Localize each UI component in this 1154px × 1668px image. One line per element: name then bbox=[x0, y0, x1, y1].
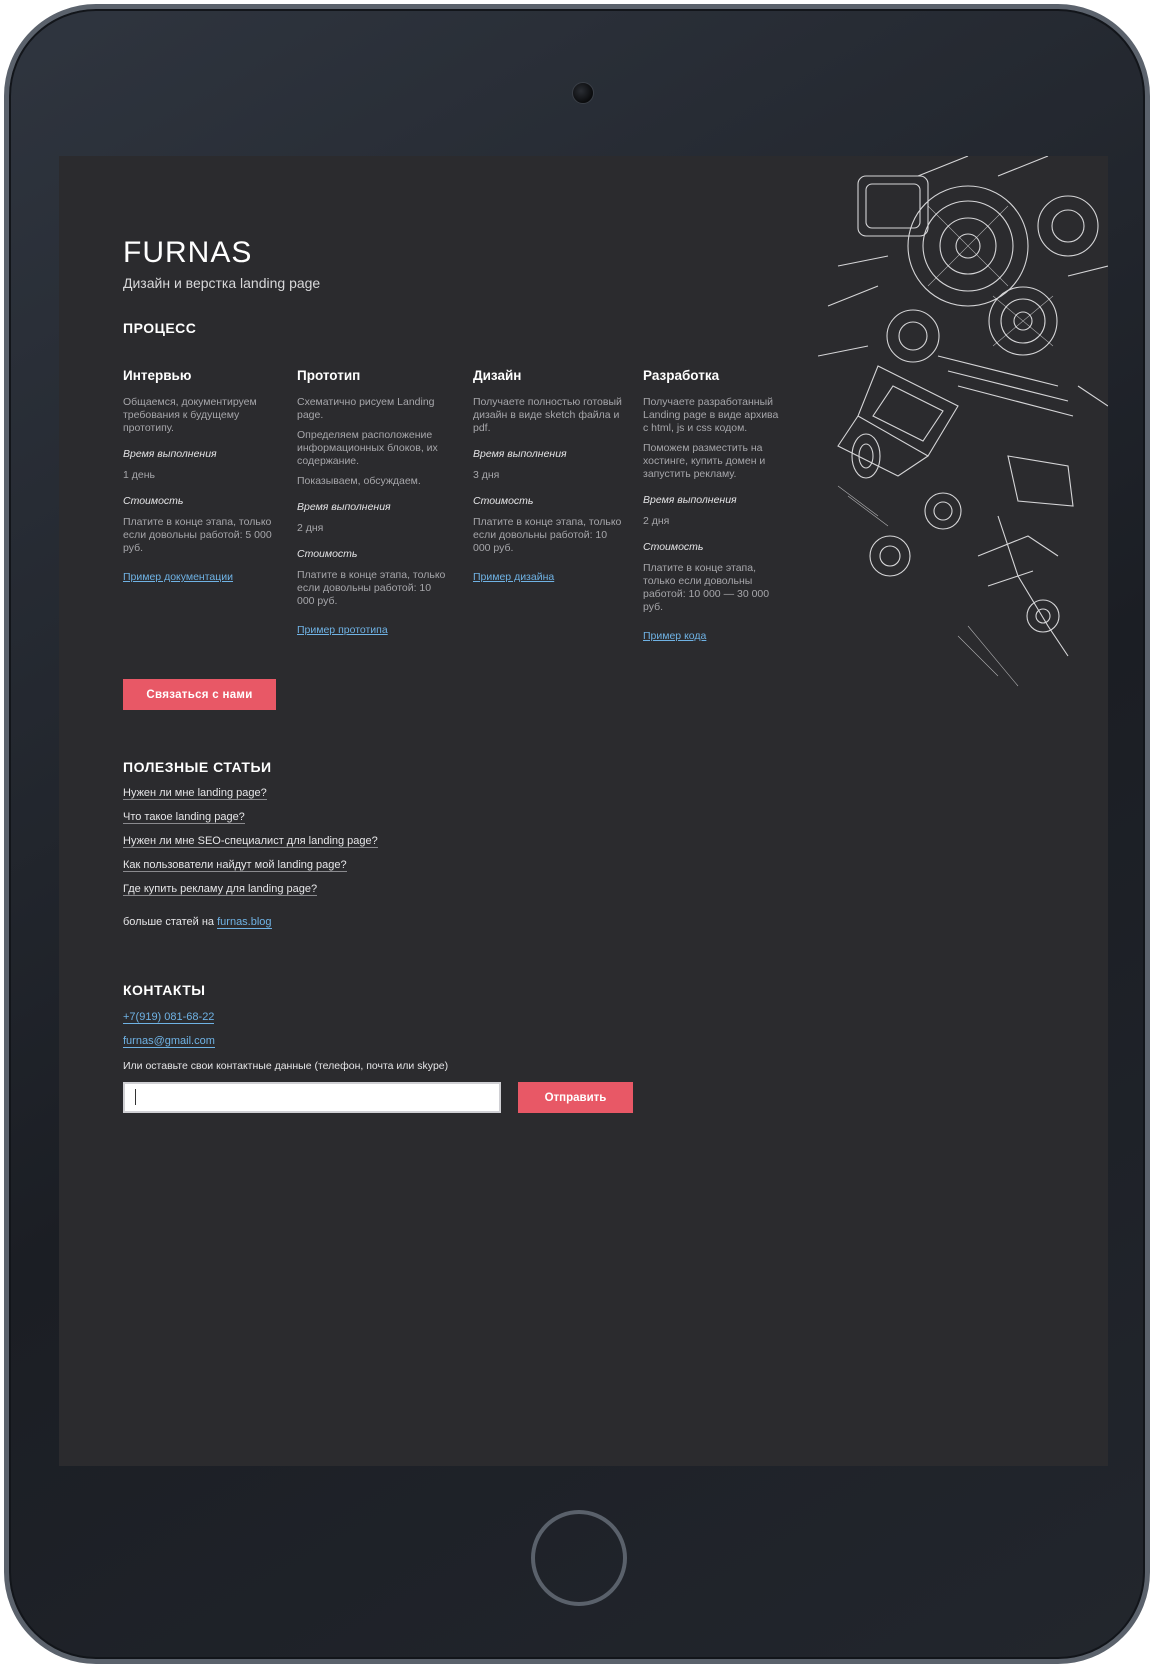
tagline: Дизайн и верстка landing page bbox=[123, 275, 321, 291]
article-link[interactable]: Как пользователи найдут мой landing page? bbox=[123, 859, 347, 871]
article-link[interactable]: Нужен ли мне SEO-специалист для landing page? bbox=[123, 835, 378, 847]
text-caret bbox=[135, 1089, 136, 1105]
step-description: Общаемся, документируем требования к будущему прототипу. bbox=[123, 396, 257, 434]
process-step-design bbox=[473, 369, 623, 584]
step-description: Показываем, обсуждаем. bbox=[297, 475, 421, 487]
step-description: Поможем разместить на хостинге, купить домен и запустить рекламу. bbox=[643, 442, 766, 480]
step-description: Определяем расположение информационных блоков, их содержание. bbox=[297, 429, 438, 467]
process-step-development bbox=[643, 369, 783, 643]
documentation-example-link[interactable]: Пример документации bbox=[123, 571, 234, 583]
home-button[interactable] bbox=[531, 1510, 627, 1606]
time-value: 2 дня bbox=[297, 522, 324, 534]
tablet-frame bbox=[4, 4, 1150, 1664]
list-item bbox=[123, 811, 378, 835]
time-value: 3 дня bbox=[473, 469, 500, 481]
cost-label: Стоимость bbox=[473, 495, 534, 507]
time-label: Время выполнения bbox=[473, 448, 567, 460]
time-label: Время выполнения bbox=[297, 501, 391, 513]
list-item bbox=[123, 835, 378, 859]
design-example-link[interactable]: Пример дизайна bbox=[473, 571, 555, 583]
time-value: 1 день bbox=[123, 469, 155, 481]
cost-label: Стоимость bbox=[123, 495, 184, 507]
article-link[interactable]: Нужен ли мне landing page? bbox=[123, 787, 267, 799]
step-description: Схематично рисуем Landing page. bbox=[297, 396, 435, 421]
brand-logo: FURNAS bbox=[123, 236, 253, 269]
camera-icon bbox=[572, 82, 594, 104]
time-label: Время выполнения bbox=[643, 494, 737, 506]
step-title: Дизайн bbox=[473, 368, 522, 383]
process-step-interview bbox=[123, 369, 273, 584]
cost-label: Стоимость bbox=[297, 548, 358, 560]
cost-value: Платите в конце этапа, только если довольны работой: 10 000 руб. bbox=[297, 569, 446, 607]
time-label: Время выполнения bbox=[123, 448, 217, 460]
process-step-prototype bbox=[297, 369, 447, 637]
more-articles bbox=[123, 916, 272, 928]
code-example-link[interactable]: Пример кода bbox=[643, 630, 707, 642]
list-item bbox=[123, 859, 378, 883]
articles-list bbox=[123, 787, 378, 907]
articles-heading: ПОЛЕЗНЫЕ СТАТЬИ bbox=[123, 759, 272, 775]
cost-value: Платите в конце этапа, только если довольны работой: 10 000 — 30 000 руб. bbox=[643, 562, 770, 613]
process-heading: ПРОЦЕСС bbox=[123, 320, 197, 336]
contact-input[interactable] bbox=[123, 1082, 501, 1113]
list-item bbox=[123, 883, 378, 907]
cost-value: Платите в конце этапа, только если довольны работой: 5 000 руб. bbox=[123, 516, 272, 554]
leave-contacts-text: Или оставьте свои контактные данные (телефон, почта или skype) bbox=[123, 1060, 449, 1072]
send-button[interactable]: Отправить bbox=[518, 1082, 633, 1113]
contacts-heading: КОНТАКТЫ bbox=[123, 982, 206, 998]
step-title: Прототип bbox=[297, 368, 361, 383]
step-title: Интервью bbox=[123, 368, 192, 383]
step-description: Получаете полностью готовый дизайн в виде sketch файла и pdf. bbox=[473, 396, 622, 434]
contact-us-button[interactable]: Связаться с нами bbox=[123, 679, 276, 710]
blog-link[interactable]: furnas.blog bbox=[217, 916, 272, 928]
list-item bbox=[123, 787, 378, 811]
prototype-example-link[interactable]: Пример прототипа bbox=[297, 624, 388, 636]
article-link[interactable]: Что такое landing page? bbox=[123, 811, 245, 823]
cost-label: Стоимость bbox=[643, 541, 704, 553]
more-articles-text: больше статей на bbox=[123, 916, 215, 928]
step-description: Получаете разработанный Landing page в виде архива с html, js и css кодом. bbox=[643, 396, 779, 434]
time-value: 2 дня bbox=[643, 515, 670, 527]
cost-value: Платите в конце этапа, только если довольны работой: 10 000 руб. bbox=[473, 516, 622, 554]
article-link[interactable]: Где купить рекламу для landing page? bbox=[123, 883, 318, 895]
screen bbox=[59, 156, 1108, 1466]
email-link[interactable]: furnas@gmail.com bbox=[123, 1035, 215, 1047]
step-title: Разработка bbox=[643, 368, 720, 383]
phone-link[interactable]: +7(919) 081-68-22 bbox=[123, 1011, 215, 1023]
engine-blueprint-illustration bbox=[818, 156, 1108, 696]
